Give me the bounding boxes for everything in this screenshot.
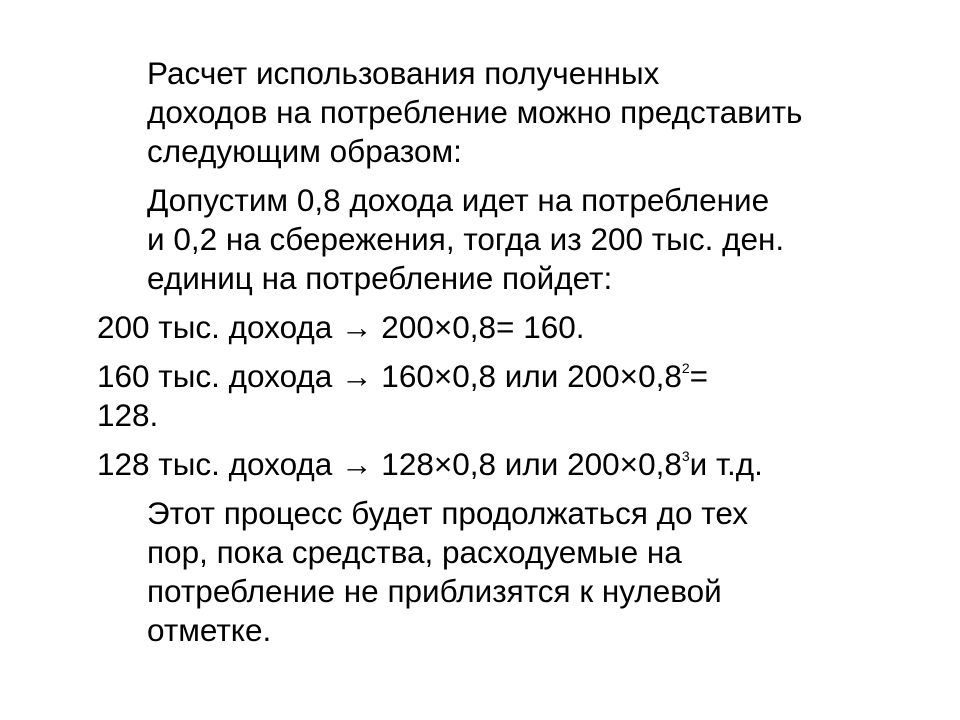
text-line: следующим образом: <box>147 133 462 169</box>
formula-text: и т.д. <box>689 446 763 482</box>
text-line: и 0,2 на сбережения, тогда из 200 тыс. ден. <box>147 221 785 257</box>
paragraph-conclusion <box>97 494 917 650</box>
paragraph-intro <box>97 54 917 171</box>
text-line: потребление не приблизятся к нулевой <box>147 573 722 609</box>
text-line <box>97 445 917 484</box>
text-line: доходов на потребление можно представить <box>147 94 803 130</box>
formula-text: 160 тыс. дохода → 160×0,8 или 200×0,8 <box>97 358 682 394</box>
text-line: пор, пока средства, расходуемые на <box>147 534 682 570</box>
text-line: Этот процесс будет продолжаться до тех <box>147 495 748 531</box>
slide-text-body <box>97 54 917 660</box>
text-line: Допустим 0,8 дохода идет на потребление <box>147 182 770 218</box>
text-line: единиц на потребление пойдет: <box>147 260 613 296</box>
text-line: отметке. <box>147 612 272 648</box>
exponent: 2 <box>681 360 690 376</box>
text-line <box>97 357 917 396</box>
exponent: 3 <box>681 448 690 464</box>
text-line: 200 тыс. дохода → 200×0,8= 160. <box>97 309 585 345</box>
paragraph-step-3 <box>97 445 917 484</box>
paragraph-step-2 <box>97 357 917 435</box>
paragraph-step-1 <box>97 308 917 347</box>
formula-text: 128 тыс. дохода → 128×0,8 или 200×0,8 <box>97 446 682 482</box>
paragraph-assumption <box>97 181 917 298</box>
formula-text: = <box>689 358 709 394</box>
text-line: 128. <box>97 397 159 433</box>
text-line: Расчет использования полученных <box>147 55 660 91</box>
